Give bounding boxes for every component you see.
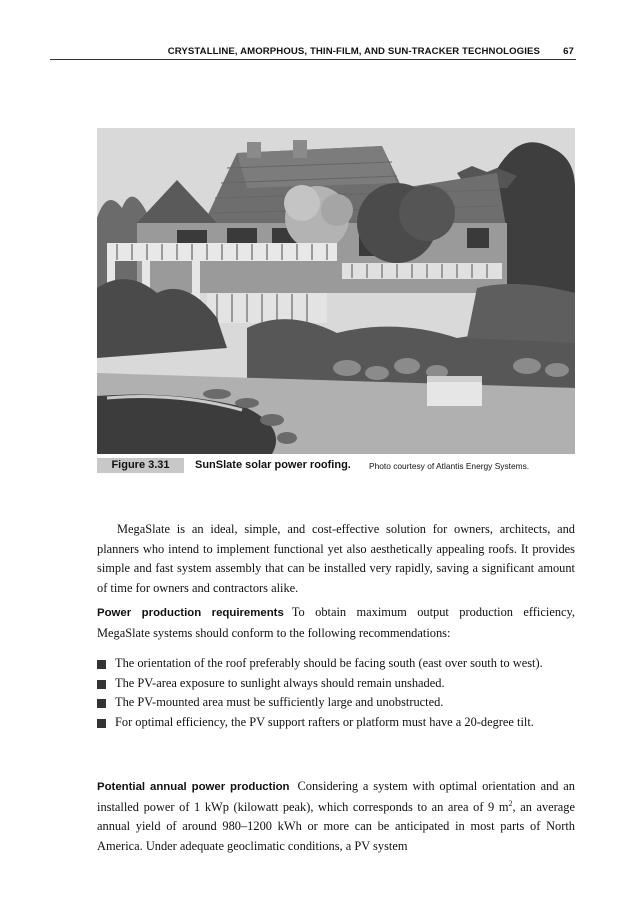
list-item — [97, 674, 575, 694]
running-header — [50, 44, 576, 60]
power-production-heading: Power production requirements — [97, 607, 284, 619]
paragraph-megaslate: MegaSlate is an ideal, simple, and cost-effective solution for owners, architects, and planners who intend to implement functional yet also aesthetically appealing roofs. It provides simple and fast system assembly that can be installed very rapidly, saving a significant amount of time for owners and contractors alike. — [97, 522, 575, 596]
list-item — [97, 654, 575, 674]
list-item-text: The PV-area exposure to sunlight always should remain unshaded. — [115, 675, 445, 690]
recommendation-list — [97, 654, 575, 733]
annual-production-text-b: , an average annual yield of around 980–1200 kWh or more can be anticipated in most parts of North America. Under adequate geoclimatic conditions, a PV system — [97, 799, 575, 854]
list-item — [97, 693, 575, 713]
paragraph-annual-production — [97, 777, 575, 857]
annual-production-text-a: Considering a system with optimal orientation and an installed power of 1 kWp (kilowatt peak), which corresponds to an area of 9 m — [97, 779, 575, 814]
page-number: 67 — [563, 46, 574, 57]
figure-credit: Photo courtesy of Atlantis Energy Systems. — [369, 461, 530, 471]
figure-title: SunSlate solar power roofing. — [195, 459, 351, 471]
annual-production-heading: Potential annual power production — [97, 781, 290, 793]
list-item — [97, 713, 575, 733]
figure-caption — [97, 458, 577, 476]
power-production-text: To obtain maximum output production efficiency, MegaSlate systems should conform to the following recommendations: — [97, 605, 575, 640]
bullet-square-icon — [97, 699, 106, 708]
bullet-square-icon — [97, 719, 106, 728]
bullet-square-icon — [97, 680, 106, 689]
list-item-text: The orientation of the roof preferably should be facing south (east over south to west). — [115, 656, 543, 670]
list-item-text: The PV-mounted area must be sufficiently large and unobstructed. — [115, 695, 444, 710]
figure-photo — [97, 128, 575, 454]
superscript-two: 2 — [508, 798, 513, 808]
list-item-text: For optimal efficiency, the PV support rafters or platform must have a 20-degree tilt. — [115, 715, 534, 730]
bullet-square-icon — [97, 660, 106, 669]
figure-label: Figure 3.31 — [97, 458, 184, 473]
paragraph-power-production — [97, 603, 575, 643]
running-head-title: CRYSTALLINE, AMORPHOUS, THIN-FILM, AND SUN-TRACKER TECHNOLOGIES — [167, 46, 540, 57]
